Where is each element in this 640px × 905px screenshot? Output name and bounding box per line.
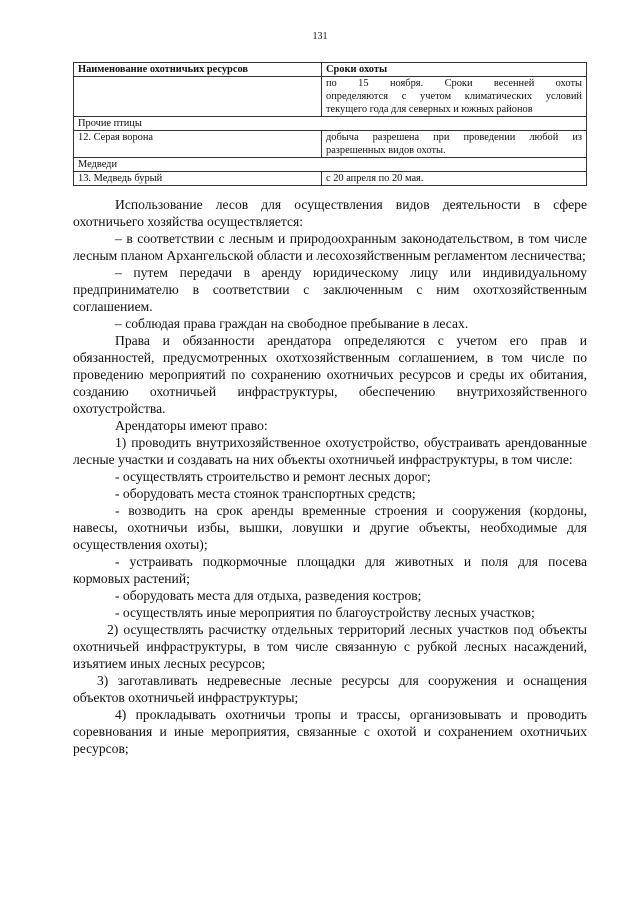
paragraph: Права и обязанности арендатора определяются с учетом его прав и обязанностей, предусмотренных охотхозяйственным соглашением, в том числе по проведению мероприятий по сохранению охотничьих ресурсов и среды их обитания, созданию охотничьей инфраструктуры, обеспечению внутрихозяйственного охотустройства. bbox=[73, 333, 587, 416]
resource-bear: 13. Медведь бурый bbox=[74, 172, 322, 186]
table-header-terms: Сроки охоты bbox=[322, 63, 587, 77]
list-item: - возводить на срок аренды временные строения и сооружения (кордоны, навесы, охотничьи избы, вышки, ловушки и другие объекты, необходимые для осуществления охоты); bbox=[73, 503, 587, 552]
table-row bbox=[74, 131, 587, 158]
hunting-seasons-table bbox=[73, 62, 587, 186]
table-row bbox=[74, 172, 587, 186]
list-item: - устраивать подкормочные площадки для животных и поля для посева кормовых растений; bbox=[73, 554, 587, 586]
table-row bbox=[74, 77, 587, 117]
list-item: - осуществлять иные мероприятия по благоустройству лесных участков; bbox=[115, 605, 535, 620]
table-section-row bbox=[74, 117, 587, 131]
list-item: – путем передачи в аренду юридическому лицу или индивидуальному предпринимателю в соответствии с заключенным с ним охотхозяйственным соглашением. bbox=[73, 265, 587, 314]
paragraph: Использование лесов для осуществления видов деятельности в сфере охотничьего хозяйства осуществляется: bbox=[73, 197, 587, 229]
terms-line: определяются с учетом климатических условий bbox=[326, 91, 582, 102]
resource-crow: 12. Серая ворона bbox=[74, 131, 322, 158]
terms-line: разрешенных видов охоты. bbox=[326, 145, 446, 156]
table-header-row bbox=[74, 63, 587, 77]
list-item: - оборудовать места стоянок транспортных средств; bbox=[115, 486, 416, 501]
paragraph: Арендаторы имеют право: bbox=[115, 418, 268, 433]
list-item: - оборудовать места для отдыха, разведения костров; bbox=[115, 588, 422, 603]
list-item: 2) осуществлять расчистку отдельных территорий лесных участков под объекты охотничьей инфраструктуры, в том числе связанную с рубкой лесных насаждений, изъятием иных лесных ресурсов; bbox=[73, 622, 587, 671]
list-item: – в соответствии с лесным и природоохранным законодательством, в том числе лесным планом Архангельской области и лесохозяйственным регламентом лесничества; bbox=[73, 231, 587, 263]
table-cell-continuation-terms bbox=[322, 77, 587, 117]
section-birds: Прочие птицы bbox=[74, 117, 587, 131]
section-bears: Медведи bbox=[74, 158, 587, 172]
body-text bbox=[73, 196, 587, 757]
list-item: 3) заготавливать недревесные лесные ресурсы для сооружения и оснащения объектов охотничьей инфраструктуры; bbox=[73, 673, 587, 705]
list-item: – соблюдая права граждан на свободное пребывание в лесах. bbox=[115, 316, 469, 331]
terms-line: по 15 ноября. Сроки весенней охоты bbox=[326, 78, 582, 89]
terms-bear: с 20 апреля по 20 мая. bbox=[322, 172, 587, 186]
table-cell-empty bbox=[74, 77, 322, 117]
page-number: 131 bbox=[312, 31, 328, 42]
terms-line: текущего года для северных и южных районов bbox=[326, 104, 533, 115]
table-header-resource: Наименование охотничьих ресурсов bbox=[74, 63, 322, 77]
terms-line: добыча разрешена при проведении любой из bbox=[326, 132, 582, 143]
list-item: 1) проводить внутрихозяйственное охотустройство, обустраивать арендованные лесные участки и создавать на них объекты охотничьей инфраструктуры, в том числе: bbox=[73, 435, 587, 467]
list-item: 4) прокладывать охотничьи тропы и трассы, организовывать и проводить соревнования и иные мероприятия, связанные с охотой и сохранением охотничьих ресурсов; bbox=[73, 707, 587, 756]
list-item: - осуществлять строительство и ремонт лесных дорог; bbox=[115, 469, 431, 484]
terms-crow bbox=[322, 131, 587, 158]
table-section-row bbox=[74, 158, 587, 172]
